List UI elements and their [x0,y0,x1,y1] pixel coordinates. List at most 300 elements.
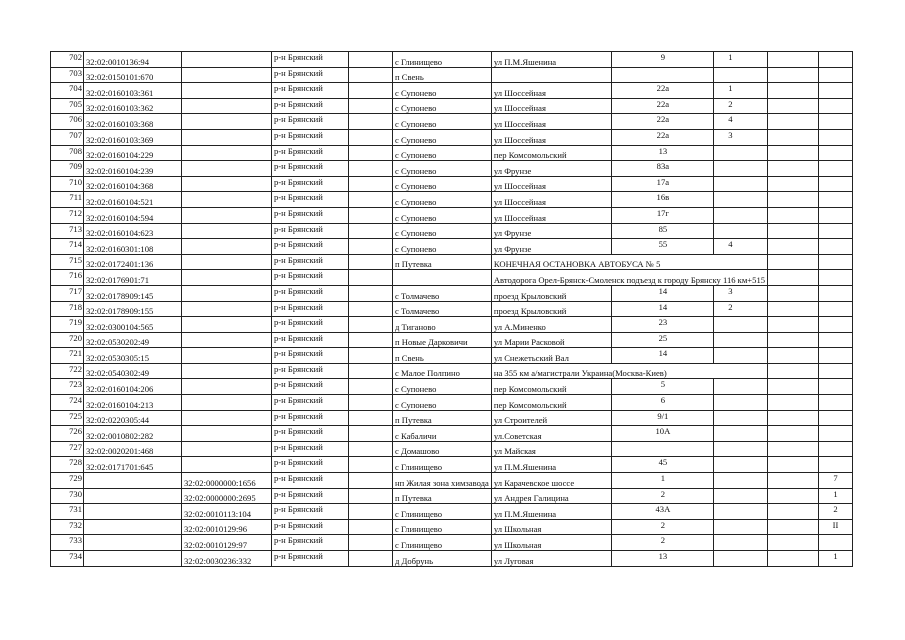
cadastral-number-cell: 32:02:0160104:594 [84,207,182,223]
table-row [51,395,853,411]
street-cell: ул Фрунзе [491,223,612,239]
settlement-cell: с Глинищево [393,535,492,551]
cadastral-number-cell: 32:02:0160104:521 [84,192,182,208]
apartment-number-cell [819,114,853,130]
empty-cell [768,161,819,177]
house-number-cell [612,441,714,457]
row-number-cell: 711 [51,192,84,208]
house-number-cell: 22а [612,129,714,145]
cadastral-number-cell: 32:02:0220305:44 [84,410,182,426]
row-number-cell: 720 [51,332,84,348]
table-row [51,519,853,535]
row-number-cell: 715 [51,254,84,270]
empty-cell [768,379,819,395]
cadastral-number-alt-cell: 32:02:0010129:97 [182,535,272,551]
cadastral-number-cell: 32:02:0160104:229 [84,145,182,161]
apartment-number-cell [819,348,853,364]
empty-cell [768,254,819,270]
settlement-cell [393,270,492,286]
empty-cell [768,301,819,317]
empty-cell [349,457,393,473]
row-number-cell: 729 [51,473,84,489]
table-row [51,67,853,83]
row-number-cell: 713 [51,223,84,239]
apartment-number-cell [819,52,853,68]
street-cell: ул Карачевское шоссе [491,473,612,489]
cadastral-number-alt-cell [182,52,272,68]
settlement-cell: нп Жилая зона химзавода [393,473,492,489]
row-number-cell: 702 [51,52,84,68]
apartment-number-cell: II [819,519,853,535]
house-number-cell: 13 [612,551,714,567]
cadastral-number-alt-cell [182,410,272,426]
settlement-cell: п Свень [393,348,492,364]
district-cell: р-н Брянский [272,254,349,270]
row-number-cell: 716 [51,270,84,286]
apartment-number-cell: 7 [819,473,853,489]
cadastral-number-alt-cell [182,379,272,395]
building-number-cell [714,332,768,348]
table-row [51,457,853,473]
empty-cell [768,504,819,520]
settlement-cell: п Путевка [393,488,492,504]
building-number-cell: 3 [714,285,768,301]
empty-cell [349,52,393,68]
street-cell: ул Шоссейная [491,207,612,223]
house-number-cell: 1 [612,473,714,489]
cadastral-number-alt-cell [182,239,272,255]
empty-cell [349,239,393,255]
settlement-cell: с Глинищево [393,457,492,473]
empty-cell [349,161,393,177]
building-number-cell [714,519,768,535]
row-number-cell: 704 [51,83,84,99]
table-row [51,114,853,130]
empty-cell [768,348,819,364]
cadastral-number-alt-cell [182,98,272,114]
house-number-cell: 43А [612,504,714,520]
table-row [51,285,853,301]
cadastral-number-alt-cell: 32:02:0000000:2695 [182,488,272,504]
cadastral-number-cell: 32:02:0171701:645 [84,457,182,473]
building-number-cell [714,379,768,395]
apartment-number-cell [819,301,853,317]
row-number-cell: 708 [51,145,84,161]
empty-cell [768,363,819,379]
house-number-cell: 25 [612,332,714,348]
cadastral-number-cell: 32:02:0160103:368 [84,114,182,130]
row-number-cell: 719 [51,317,84,333]
apartment-number-cell [819,332,853,348]
district-cell: р-н Брянский [272,161,349,177]
house-number-cell: 45 [612,457,714,473]
street-cell: ул Шоссейная [491,176,612,192]
apartment-number-cell [819,161,853,177]
empty-cell [349,473,393,489]
empty-cell [349,207,393,223]
settlement-cell: с Супонево [393,239,492,255]
street-cell: ул Шоссейная [491,129,612,145]
district-cell: р-н Брянский [272,317,349,333]
cadastral-number-alt-cell: 32:02:0000000:1656 [182,473,272,489]
cadastral-number-cell: 32:02:0176901:71 [84,270,182,286]
settlement-cell: с Толмачево [393,285,492,301]
district-cell: р-н Брянский [272,457,349,473]
building-number-cell: 4 [714,239,768,255]
empty-cell [349,395,393,411]
table-row [51,254,853,270]
row-number-cell: 707 [51,129,84,145]
apartment-number-cell: 1 [819,551,853,567]
building-number-cell [714,457,768,473]
empty-cell [768,473,819,489]
cadastral-number-cell: 32:02:0300104:565 [84,317,182,333]
empty-cell [349,192,393,208]
table-row [51,410,853,426]
district-cell: р-н Брянский [272,192,349,208]
settlement-cell: с Супонево [393,83,492,99]
building-number-cell [714,473,768,489]
apartment-number-cell [819,239,853,255]
building-number-cell [714,67,768,83]
table-row [51,207,853,223]
settlement-cell: п Путевка [393,410,492,426]
house-number-cell: 9/1 [612,410,714,426]
empty-cell [768,83,819,99]
settlement-cell: с Глинищево [393,504,492,520]
building-number-cell [714,395,768,411]
row-number-cell: 725 [51,410,84,426]
house-number-cell: 13 [612,145,714,161]
settlement-cell: с Супонево [393,145,492,161]
table-row [51,379,853,395]
district-cell: р-н Брянский [272,145,349,161]
cadastral-number-alt-cell [182,441,272,457]
apartment-number-cell [819,129,853,145]
street-cell: ул П.М.Яшенина [491,457,612,473]
table-row [51,52,853,68]
cadastral-number-cell: 32:02:0160104:213 [84,395,182,411]
table-row [51,176,853,192]
cadastral-number-cell: 32:02:0530202:49 [84,332,182,348]
district-cell: р-н Брянский [272,223,349,239]
table-row [51,504,853,520]
building-number-cell [714,145,768,161]
district-cell: р-н Брянский [272,519,349,535]
empty-cell [768,441,819,457]
building-number-cell [714,223,768,239]
street-cell [491,67,612,83]
cadastral-number-alt-cell [182,332,272,348]
cadastral-number-cell: 32:02:0160301:108 [84,239,182,255]
empty-cell [349,270,393,286]
table-row [51,301,853,317]
table-row [51,239,853,255]
empty-cell [349,379,393,395]
cadastral-number-alt-cell: 32:02:0030236:332 [182,551,272,567]
apartment-number-cell [819,223,853,239]
empty-cell [768,114,819,130]
cadastral-number-alt-cell [182,67,272,83]
apartment-number-cell [819,98,853,114]
street-cell: пер Комсомольский [491,395,612,411]
apartment-number-cell [819,176,853,192]
cadastral-number-alt-cell: 32:02:0010129:96 [182,519,272,535]
empty-cell [349,67,393,83]
cadastral-number-alt-cell [182,348,272,364]
empty-cell [768,145,819,161]
district-cell: р-н Брянский [272,410,349,426]
row-number-cell: 703 [51,67,84,83]
settlement-cell: п Свень [393,67,492,83]
empty-cell [349,332,393,348]
row-number-cell: 717 [51,285,84,301]
district-cell: р-н Брянский [272,426,349,442]
table-row [51,129,853,145]
apartment-number-cell [819,254,853,270]
empty-cell [349,98,393,114]
building-number-cell [714,207,768,223]
building-number-cell: 2 [714,301,768,317]
row-number-cell: 714 [51,239,84,255]
street-cell: КОНЕЧНАЯ ОСТАНОВКА АВТОБУСА № 5 [491,254,767,270]
empty-cell [349,176,393,192]
empty-cell [768,410,819,426]
house-number-cell: 5 [612,379,714,395]
table-row [51,473,853,489]
street-cell: ул Шоссейная [491,83,612,99]
table-row [51,535,853,551]
house-number-cell: 17а [612,176,714,192]
table-body [51,52,853,567]
row-number-cell: 728 [51,457,84,473]
empty-cell [768,223,819,239]
house-number-cell: 85 [612,223,714,239]
settlement-cell: п Новые Дарковичи [393,332,492,348]
settlement-cell: с Супонево [393,379,492,395]
row-number-cell: 727 [51,441,84,457]
empty-cell [768,535,819,551]
empty-cell [349,504,393,520]
row-number-cell: 731 [51,504,84,520]
empty-cell [349,145,393,161]
row-number-cell: 712 [51,207,84,223]
empty-cell [768,129,819,145]
building-number-cell: 1 [714,83,768,99]
district-cell: р-н Брянский [272,473,349,489]
settlement-cell: д Добрунь [393,551,492,567]
table-row [51,488,853,504]
empty-cell [349,114,393,130]
district-cell: р-н Брянский [272,551,349,567]
district-cell: р-н Брянский [272,395,349,411]
apartment-number-cell [819,207,853,223]
empty-cell [768,457,819,473]
street-cell: ул Шоссейная [491,114,612,130]
settlement-cell: с Кабаличи [393,426,492,442]
table-row [51,363,853,379]
settlement-cell: д Тиганово [393,317,492,333]
house-number-cell: 23 [612,317,714,333]
cadastral-number-cell: 32:02:0172401:136 [84,254,182,270]
cadastral-number-alt-cell [182,129,272,145]
empty-cell [768,285,819,301]
empty-cell [349,129,393,145]
apartment-number-cell [819,535,853,551]
cadastral-number-cell: 32:02:0160104:368 [84,176,182,192]
street-cell: пер Комсомольский [491,145,612,161]
row-number-cell: 723 [51,379,84,395]
district-cell: р-н Брянский [272,285,349,301]
row-number-cell: 732 [51,519,84,535]
empty-cell [768,551,819,567]
row-number-cell: 710 [51,176,84,192]
cadastral-number-alt-cell [182,83,272,99]
table-row [51,426,853,442]
cadastral-number-cell: 32:02:0160103:362 [84,98,182,114]
settlement-cell: с Супонево [393,192,492,208]
district-cell: р-н Брянский [272,332,349,348]
empty-cell [768,52,819,68]
house-number-cell: 83а [612,161,714,177]
empty-cell [349,535,393,551]
apartment-number-cell [819,395,853,411]
street-cell: ул Школьная [491,519,612,535]
district-cell: р-н Брянский [272,129,349,145]
building-number-cell [714,535,768,551]
street-cell: ул Шоссейная [491,192,612,208]
cadastral-number-cell: 32:02:0020201:468 [84,441,182,457]
settlement-cell: п Путевка [393,254,492,270]
apartment-number-cell [819,317,853,333]
apartment-number-cell [819,145,853,161]
settlement-cell: с Супонево [393,98,492,114]
cadastral-number-cell [84,473,182,489]
house-number-cell: 22а [612,114,714,130]
cadastral-number-alt-cell [182,145,272,161]
empty-cell [349,441,393,457]
empty-cell [349,285,393,301]
empty-cell [349,519,393,535]
empty-cell [768,239,819,255]
street-cell: ул.Советская [491,426,612,442]
apartment-number-cell [819,426,853,442]
district-cell: р-н Брянский [272,98,349,114]
row-number-cell: 721 [51,348,84,364]
cadastral-number-alt-cell [182,301,272,317]
empty-cell [768,207,819,223]
cadastral-number-cell [84,504,182,520]
cadastral-number-alt-cell [182,270,272,286]
empty-cell [768,519,819,535]
table-row [51,317,853,333]
empty-cell [768,98,819,114]
house-number-cell: 9 [612,52,714,68]
empty-cell [349,348,393,364]
street-cell: ул Андрея Галицина [491,488,612,504]
cadastral-number-cell: 32:02:0160104:206 [84,379,182,395]
cadastral-number-cell: 32:02:0160103:369 [84,129,182,145]
street-cell: ул Луговая [491,551,612,567]
apartment-number-cell: 1 [819,488,853,504]
cadastral-number-alt-cell [182,285,272,301]
cadastral-number-cell: 32:02:0540302:49 [84,363,182,379]
district-cell: р-н Брянский [272,114,349,130]
cadastral-number-alt-cell: 32:02:0010113:104 [182,504,272,520]
settlement-cell: с Супонево [393,395,492,411]
table-row [51,192,853,208]
apartment-number-cell [819,379,853,395]
district-cell: р-н Брянский [272,348,349,364]
district-cell: р-н Брянский [272,52,349,68]
empty-cell [768,192,819,208]
district-cell: р-н Брянский [272,67,349,83]
settlement-cell: с Супонево [393,114,492,130]
row-number-cell: 722 [51,363,84,379]
building-number-cell [714,426,768,442]
cadastral-number-alt-cell [182,317,272,333]
cadastral-number-alt-cell [182,363,272,379]
apartment-number-cell: 2 [819,504,853,520]
cadastral-number-cell: 32:02:0530305:15 [84,348,182,364]
cadastral-number-cell: 32:02:0010802:282 [84,426,182,442]
district-cell: р-н Брянский [272,379,349,395]
apartment-number-cell [819,192,853,208]
row-number-cell: 734 [51,551,84,567]
table-row [51,332,853,348]
house-number-cell: 2 [612,519,714,535]
house-number-cell: 2 [612,535,714,551]
cadastral-number-alt-cell [182,457,272,473]
street-cell: ул Строителей [491,410,612,426]
cadastral-number-cell: 32:02:0150101:670 [84,67,182,83]
empty-cell [349,83,393,99]
street-cell: ул П.М.Яшенина [491,504,612,520]
row-number-cell: 718 [51,301,84,317]
street-cell: ул П.М.Яшенина [491,52,612,68]
settlement-cell: с Супонево [393,129,492,145]
row-number-cell: 730 [51,488,84,504]
house-number-cell: 2 [612,488,714,504]
house-number-cell: 14 [612,348,714,364]
row-number-cell: 733 [51,535,84,551]
empty-cell [768,317,819,333]
table-row [51,223,853,239]
table-row [51,161,853,177]
empty-cell [768,426,819,442]
district-cell: р-н Брянский [272,488,349,504]
district-cell: р-н Брянский [272,504,349,520]
row-number-cell: 724 [51,395,84,411]
apartment-number-cell [819,285,853,301]
empty-cell [768,488,819,504]
table-row [51,441,853,457]
settlement-cell: с Супонево [393,176,492,192]
cadastral-number-cell: 32:02:0160104:239 [84,161,182,177]
apartment-number-cell [819,363,853,379]
building-number-cell [714,317,768,333]
cadastral-number-cell [84,535,182,551]
empty-cell [349,254,393,270]
cadastral-number-cell: 32:02:0160104:623 [84,223,182,239]
cadastral-number-cell [84,488,182,504]
empty-cell [349,363,393,379]
building-number-cell [714,192,768,208]
table-row [51,98,853,114]
cadastral-number-alt-cell [182,426,272,442]
district-cell: р-н Брянский [272,363,349,379]
cadastral-number-alt-cell [182,176,272,192]
